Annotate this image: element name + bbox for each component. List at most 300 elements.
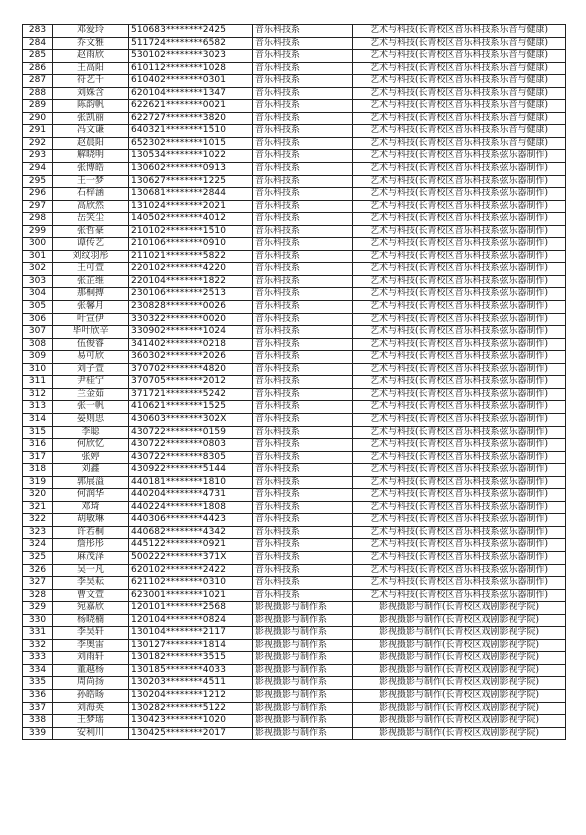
id-number-cell: 622727********3820 — [129, 112, 253, 125]
name-cell: 张婷 — [53, 451, 129, 464]
row-number-cell: 315 — [23, 426, 53, 439]
department-cell: 影视摄影与制作系 — [253, 677, 353, 690]
name-cell: 伍俊睿 — [53, 338, 129, 351]
row-number-cell: 294 — [23, 163, 53, 176]
name-cell: 王一梦 — [53, 175, 129, 188]
row-number-cell: 321 — [23, 501, 53, 514]
name-cell: 胡敏琳 — [53, 514, 129, 527]
department-cell: 音乐科技系 — [253, 388, 353, 401]
major-cell: 艺术与科技(长青校区音乐科技系乐音与健康) — [353, 37, 566, 50]
id-number-cell: 610402********0301 — [129, 75, 253, 88]
department-cell: 音乐科技系 — [253, 326, 353, 339]
name-cell: 刘鑫 — [53, 464, 129, 477]
name-cell: 张凯丽 — [53, 112, 129, 125]
id-number-cell: 130185********4033 — [129, 664, 253, 677]
name-cell: 周尚扬 — [53, 677, 129, 690]
major-cell: 艺术与科技(长青校区音乐科技系弦乐器制作) — [353, 476, 566, 489]
major-cell: 影视摄影与制作(长青校区戏剧影视学院) — [353, 652, 566, 665]
table-row — [23, 551, 566, 564]
name-cell: 孙皓旸 — [53, 689, 129, 702]
row-number-cell: 291 — [23, 125, 53, 138]
table-row — [23, 689, 566, 702]
id-number-cell: 360302********2026 — [129, 351, 253, 364]
id-number-cell: 341402********0218 — [129, 338, 253, 351]
major-cell: 影视摄影与制作(长青校区戏剧影视学院) — [353, 715, 566, 728]
major-cell: 影视摄影与制作(长青校区戏剧影视学院) — [353, 614, 566, 627]
major-cell: 影视摄影与制作(长青校区戏剧影视学院) — [353, 602, 566, 615]
department-cell: 音乐科技系 — [253, 213, 353, 226]
row-number-cell: 318 — [23, 464, 53, 477]
name-cell: 尹桂宁 — [53, 376, 129, 389]
row-number-cell: 303 — [23, 275, 53, 288]
table-row — [23, 589, 566, 602]
table-row — [23, 326, 566, 339]
major-cell: 艺术与科技(长青校区音乐科技系弦乐器制作) — [353, 225, 566, 238]
table-row — [23, 200, 566, 213]
name-cell: 兰金茹 — [53, 388, 129, 401]
row-number-cell: 336 — [23, 689, 53, 702]
major-cell: 艺术与科技(长青校区音乐科技系乐音与健康) — [353, 87, 566, 100]
table-row — [23, 413, 566, 426]
department-cell: 音乐科技系 — [253, 175, 353, 188]
name-cell: 刘子萱 — [53, 363, 129, 376]
row-number-cell: 324 — [23, 539, 53, 552]
row-number-cell: 311 — [23, 376, 53, 389]
id-number-cell: 640321********1510 — [129, 125, 253, 138]
department-cell: 影视摄影与制作系 — [253, 727, 353, 740]
id-number-cell: 500222********371X — [129, 551, 253, 564]
major-cell: 艺术与科技(长青校区音乐科技系乐音与健康) — [353, 25, 566, 38]
table-row — [23, 526, 566, 539]
table-row — [23, 25, 566, 38]
id-number-cell: 130534********1022 — [129, 150, 253, 163]
name-cell: 赵雨欣 — [53, 50, 129, 63]
department-cell: 音乐科技系 — [253, 363, 353, 376]
major-cell: 艺术与科技(长青校区音乐科技系弦乐器制作) — [353, 439, 566, 452]
name-cell: 董越杨 — [53, 664, 129, 677]
id-number-cell: 120101********2568 — [129, 602, 253, 615]
row-number-cell: 301 — [23, 250, 53, 263]
table-row — [23, 489, 566, 502]
major-cell: 艺术与科技(长青校区音乐科技系弦乐器制作) — [353, 564, 566, 577]
major-cell: 艺术与科技(长青校区音乐科技系弦乐器制作) — [353, 363, 566, 376]
department-cell: 音乐科技系 — [253, 577, 353, 590]
id-number-cell: 330322********0020 — [129, 313, 253, 326]
department-cell: 音乐科技系 — [253, 376, 353, 389]
table-row — [23, 639, 566, 652]
name-cell: 张芷维 — [53, 275, 129, 288]
name-cell: 宛嘉欣 — [53, 602, 129, 615]
name-cell: 陈韵帆 — [53, 100, 129, 113]
major-cell: 艺术与科技(长青校区音乐科技系乐音与健康) — [353, 100, 566, 113]
table-row — [23, 652, 566, 665]
row-number-cell: 300 — [23, 238, 53, 251]
major-cell: 艺术与科技(长青校区音乐科技系弦乐器制作) — [353, 238, 566, 251]
id-number-cell: 370702********4820 — [129, 363, 253, 376]
department-cell: 音乐科技系 — [253, 125, 353, 138]
department-cell: 影视摄影与制作系 — [253, 664, 353, 677]
department-cell: 音乐科技系 — [253, 112, 353, 125]
major-cell: 艺术与科技(长青校区音乐科技系弦乐器制作) — [353, 175, 566, 188]
row-number-cell: 325 — [23, 551, 53, 564]
student-list-table — [22, 24, 566, 740]
row-number-cell: 308 — [23, 338, 53, 351]
department-cell: 音乐科技系 — [253, 37, 353, 50]
department-cell: 影视摄影与制作系 — [253, 702, 353, 715]
major-cell: 影视摄影与制作(长青校区戏剧影视学院) — [353, 689, 566, 702]
name-cell: 李奥雷 — [53, 639, 129, 652]
major-cell: 艺术与科技(长青校区音乐科技系弦乐器制作) — [353, 589, 566, 602]
name-cell: 叶宣伊 — [53, 313, 129, 326]
row-number-cell: 290 — [23, 112, 53, 125]
name-cell: 赵晨阳 — [53, 137, 129, 150]
row-number-cell: 323 — [23, 526, 53, 539]
name-cell: 乔文雅 — [53, 37, 129, 50]
id-number-cell: 211021********5822 — [129, 250, 253, 263]
table-row — [23, 150, 566, 163]
table-row — [23, 376, 566, 389]
row-number-cell: 283 — [23, 25, 53, 38]
table-row — [23, 564, 566, 577]
table-row — [23, 313, 566, 326]
row-number-cell: 295 — [23, 175, 53, 188]
id-number-cell: 130425********2017 — [129, 727, 253, 740]
department-cell: 音乐科技系 — [253, 451, 353, 464]
table-row — [23, 426, 566, 439]
department-cell: 音乐科技系 — [253, 150, 353, 163]
id-number-cell: 623001********1021 — [129, 589, 253, 602]
department-cell: 音乐科技系 — [253, 413, 353, 426]
department-cell: 影视摄影与制作系 — [253, 652, 353, 665]
department-cell: 音乐科技系 — [253, 200, 353, 213]
name-cell: 刘海英 — [53, 702, 129, 715]
id-number-cell: 430922********5144 — [129, 464, 253, 477]
id-number-cell: 440224********1808 — [129, 501, 253, 514]
row-number-cell: 307 — [23, 326, 53, 339]
row-number-cell: 326 — [23, 564, 53, 577]
row-number-cell: 310 — [23, 363, 53, 376]
department-cell: 音乐科技系 — [253, 137, 353, 150]
major-cell: 艺术与科技(长青校区音乐科技系弦乐器制作) — [353, 413, 566, 426]
row-number-cell: 327 — [23, 577, 53, 590]
name-cell: 麻茂泽 — [53, 551, 129, 564]
row-number-cell: 304 — [23, 288, 53, 301]
id-number-cell: 140502********4012 — [129, 213, 253, 226]
table-row — [23, 37, 566, 50]
id-number-cell: 440204********4731 — [129, 489, 253, 502]
row-number-cell: 286 — [23, 62, 53, 75]
department-cell: 音乐科技系 — [253, 62, 353, 75]
row-number-cell: 288 — [23, 87, 53, 100]
row-number-cell: 317 — [23, 451, 53, 464]
row-number-cell: 339 — [23, 727, 53, 740]
row-number-cell: 320 — [23, 489, 53, 502]
name-cell: 解晓明 — [53, 150, 129, 163]
name-cell: 张一帆 — [53, 401, 129, 414]
major-cell: 艺术与科技(长青校区音乐科技系弦乐器制作) — [353, 200, 566, 213]
major-cell: 艺术与科技(长青校区音乐科技系乐音与健康) — [353, 112, 566, 125]
table-row — [23, 213, 566, 226]
row-number-cell: 331 — [23, 627, 53, 640]
id-number-cell: 440181********1810 — [129, 476, 253, 489]
department-cell: 音乐科技系 — [253, 514, 353, 527]
id-number-cell: 621102********0310 — [129, 577, 253, 590]
department-cell: 音乐科技系 — [253, 551, 353, 564]
department-cell: 音乐科技系 — [253, 426, 353, 439]
row-number-cell: 297 — [23, 200, 53, 213]
department-cell: 音乐科技系 — [253, 338, 353, 351]
table-row — [23, 464, 566, 477]
major-cell: 艺术与科技(长青校区音乐科技系乐音与健康) — [353, 75, 566, 88]
table-row — [23, 87, 566, 100]
id-number-cell: 130627********1225 — [129, 175, 253, 188]
major-cell: 艺术与科技(长青校区音乐科技系弦乐器制作) — [353, 501, 566, 514]
name-cell: 张馨月 — [53, 301, 129, 314]
id-number-cell: 130203********4511 — [129, 677, 253, 690]
id-number-cell: 130602********0913 — [129, 163, 253, 176]
table-row — [23, 62, 566, 75]
name-cell: 岳笑尘 — [53, 213, 129, 226]
department-cell: 音乐科技系 — [253, 87, 353, 100]
name-cell: 刘姝含 — [53, 87, 129, 100]
table-row — [23, 602, 566, 615]
id-number-cell: 652302********1015 — [129, 137, 253, 150]
table-row — [23, 163, 566, 176]
department-cell: 音乐科技系 — [253, 476, 353, 489]
row-number-cell: 289 — [23, 100, 53, 113]
name-cell: 那桐搏 — [53, 288, 129, 301]
table-row — [23, 275, 566, 288]
major-cell: 影视摄影与制作(长青校区戏剧影视学院) — [353, 677, 566, 690]
id-number-cell: 530102********3023 — [129, 50, 253, 63]
id-number-cell: 210106********0910 — [129, 238, 253, 251]
major-cell: 艺术与科技(长青校区音乐科技系弦乐器制作) — [353, 338, 566, 351]
table-row — [23, 664, 566, 677]
id-number-cell: 131024********2021 — [129, 200, 253, 213]
id-number-cell: 220102********4220 — [129, 263, 253, 276]
id-number-cell: 370705********2012 — [129, 376, 253, 389]
major-cell: 艺术与科技(长青校区音乐科技系弦乐器制作) — [353, 313, 566, 326]
table-row — [23, 338, 566, 351]
table-row — [23, 188, 566, 201]
major-cell: 影视摄影与制作(长青校区戏剧影视学院) — [353, 639, 566, 652]
department-cell: 音乐科技系 — [253, 288, 353, 301]
id-number-cell: 610112********1028 — [129, 62, 253, 75]
department-cell: 音乐科技系 — [253, 100, 353, 113]
department-cell: 音乐科技系 — [253, 539, 353, 552]
id-number-cell: 210102********1510 — [129, 225, 253, 238]
name-cell: 李聪 — [53, 426, 129, 439]
table-row — [23, 125, 566, 138]
department-cell: 音乐科技系 — [253, 25, 353, 38]
row-number-cell: 333 — [23, 652, 53, 665]
id-number-cell: 130104********2117 — [129, 627, 253, 640]
table-row — [23, 238, 566, 251]
table-row — [23, 100, 566, 113]
row-number-cell: 322 — [23, 514, 53, 527]
name-cell: 王可萱 — [53, 263, 129, 276]
name-cell: 高欣然 — [53, 200, 129, 213]
id-number-cell: 430722********8305 — [129, 451, 253, 464]
department-cell: 音乐科技系 — [253, 163, 353, 176]
id-number-cell: 371721********5242 — [129, 388, 253, 401]
department-cell: 音乐科技系 — [253, 526, 353, 539]
major-cell: 影视摄影与制作(长青校区戏剧影视学院) — [353, 702, 566, 715]
department-cell: 音乐科技系 — [253, 275, 353, 288]
id-number-cell: 120104********0824 — [129, 614, 253, 627]
table-row — [23, 702, 566, 715]
table-row — [23, 263, 566, 276]
major-cell: 艺术与科技(长青校区音乐科技系弦乐器制作) — [353, 539, 566, 552]
name-cell: 毕叶欣辛 — [53, 326, 129, 339]
department-cell: 影视摄影与制作系 — [253, 639, 353, 652]
name-cell: 晏则思 — [53, 413, 129, 426]
id-number-cell: 622621********0021 — [129, 100, 253, 113]
row-number-cell: 306 — [23, 313, 53, 326]
id-number-cell: 130423********1020 — [129, 715, 253, 728]
major-cell: 艺术与科技(长青校区音乐科技系弦乐器制作) — [353, 213, 566, 226]
row-number-cell: 293 — [23, 150, 53, 163]
id-number-cell: 430722********0159 — [129, 426, 253, 439]
major-cell: 艺术与科技(长青校区音乐科技系弦乐器制作) — [353, 514, 566, 527]
major-cell: 艺术与科技(长青校区音乐科技系弦乐器制作) — [353, 188, 566, 201]
row-number-cell: 302 — [23, 263, 53, 276]
table-row — [23, 677, 566, 690]
row-number-cell: 313 — [23, 401, 53, 414]
department-cell: 音乐科技系 — [253, 301, 353, 314]
department-cell: 音乐科技系 — [253, 564, 353, 577]
id-number-cell: 620102********2422 — [129, 564, 253, 577]
name-cell: 曹文萱 — [53, 589, 129, 602]
row-number-cell: 332 — [23, 639, 53, 652]
department-cell: 音乐科技系 — [253, 263, 353, 276]
department-cell: 音乐科技系 — [253, 313, 353, 326]
major-cell: 艺术与科技(长青校区音乐科技系弦乐器制作) — [353, 250, 566, 263]
name-cell: 邓琦 — [53, 501, 129, 514]
department-cell: 音乐科技系 — [253, 75, 353, 88]
major-cell: 艺术与科技(长青校区音乐科技系乐音与健康) — [353, 62, 566, 75]
row-number-cell: 319 — [23, 476, 53, 489]
name-cell: 何润华 — [53, 489, 129, 502]
name-cell: 张哲豪 — [53, 225, 129, 238]
row-number-cell: 334 — [23, 664, 53, 677]
table-row — [23, 627, 566, 640]
row-number-cell: 299 — [23, 225, 53, 238]
major-cell: 艺术与科技(长青校区音乐科技系乐音与健康) — [353, 50, 566, 63]
major-cell: 艺术与科技(长青校区音乐科技系弦乐器制作) — [353, 401, 566, 414]
name-cell: 刘雨轩 — [53, 652, 129, 665]
id-number-cell: 620104********1347 — [129, 87, 253, 100]
name-cell: 吴一凡 — [53, 564, 129, 577]
table-row — [23, 451, 566, 464]
major-cell: 艺术与科技(长青校区音乐科技系弦乐器制作) — [353, 388, 566, 401]
department-cell: 音乐科技系 — [253, 439, 353, 452]
major-cell: 艺术与科技(长青校区音乐科技系乐音与健康) — [353, 137, 566, 150]
name-cell: 安利川 — [53, 727, 129, 740]
table-row — [23, 175, 566, 188]
major-cell: 艺术与科技(长青校区音乐科技系弦乐器制作) — [353, 577, 566, 590]
major-cell: 艺术与科技(长青校区音乐科技系弦乐器制作) — [353, 288, 566, 301]
major-cell: 艺术与科技(长青校区音乐科技系弦乐器制作) — [353, 275, 566, 288]
table-row — [23, 539, 566, 552]
table-row — [23, 225, 566, 238]
department-cell: 音乐科技系 — [253, 464, 353, 477]
major-cell: 艺术与科技(长青校区音乐科技系弦乐器制作) — [353, 464, 566, 477]
major-cell: 艺术与科技(长青校区音乐科技系弦乐器制作) — [353, 489, 566, 502]
name-cell: 张博皓 — [53, 163, 129, 176]
major-cell: 艺术与科技(长青校区音乐科技系乐音与健康) — [353, 125, 566, 138]
table-row — [23, 301, 566, 314]
table-row — [23, 514, 566, 527]
department-cell: 音乐科技系 — [253, 501, 353, 514]
table-row — [23, 476, 566, 489]
table-row — [23, 363, 566, 376]
id-number-cell: 130681********2844 — [129, 188, 253, 201]
table-row — [23, 75, 566, 88]
row-number-cell: 298 — [23, 213, 53, 226]
name-cell: 符艺千 — [53, 75, 129, 88]
department-cell: 音乐科技系 — [253, 351, 353, 364]
table-row — [23, 288, 566, 301]
department-cell: 影视摄影与制作系 — [253, 602, 353, 615]
major-cell: 艺术与科技(长青校区音乐科技系弦乐器制作) — [353, 526, 566, 539]
major-cell: 影视摄影与制作(长青校区戏剧影视学院) — [353, 627, 566, 640]
row-number-cell: 305 — [23, 301, 53, 314]
row-number-cell: 314 — [23, 413, 53, 426]
department-cell: 影视摄影与制作系 — [253, 614, 353, 627]
name-cell: 石梓涵 — [53, 188, 129, 201]
table-row — [23, 715, 566, 728]
name-cell: 何欣忆 — [53, 439, 129, 452]
id-number-cell: 130204********1212 — [129, 689, 253, 702]
name-cell: 易可欣 — [53, 351, 129, 364]
row-number-cell: 330 — [23, 614, 53, 627]
table-row — [23, 401, 566, 414]
row-number-cell: 309 — [23, 351, 53, 364]
id-number-cell: 430722********0803 — [129, 439, 253, 452]
table-body — [23, 25, 566, 740]
department-cell: 音乐科技系 — [253, 50, 353, 63]
major-cell: 艺术与科技(长青校区音乐科技系弦乐器制作) — [353, 351, 566, 364]
table-row — [23, 137, 566, 150]
major-cell: 艺术与科技(长青校区音乐科技系弦乐器制作) — [353, 376, 566, 389]
major-cell: 艺术与科技(长青校区音乐科技系弦乐器制作) — [353, 263, 566, 276]
id-number-cell: 440306********4423 — [129, 514, 253, 527]
name-cell: 郭展溢 — [53, 476, 129, 489]
name-cell: 许若桐 — [53, 526, 129, 539]
department-cell: 音乐科技系 — [253, 225, 353, 238]
table-row — [23, 614, 566, 627]
row-number-cell: 337 — [23, 702, 53, 715]
department-cell: 音乐科技系 — [253, 238, 353, 251]
id-number-cell: 445122********0921 — [129, 539, 253, 552]
department-cell: 音乐科技系 — [253, 489, 353, 502]
name-cell: 杨晓楠 — [53, 614, 129, 627]
name-cell: 李昊轩 — [53, 627, 129, 640]
table-row — [23, 250, 566, 263]
table-row — [23, 501, 566, 514]
row-number-cell: 285 — [23, 50, 53, 63]
id-number-cell: 330902********1024 — [129, 326, 253, 339]
name-cell: 刘纹羽彤 — [53, 250, 129, 263]
department-cell: 影视摄影与制作系 — [253, 715, 353, 728]
department-cell: 影视摄影与制作系 — [253, 627, 353, 640]
name-cell: 李昊耘 — [53, 577, 129, 590]
major-cell: 艺术与科技(长青校区音乐科技系弦乐器制作) — [353, 163, 566, 176]
department-cell: 音乐科技系 — [253, 250, 353, 263]
name-cell: 詹彤彤 — [53, 539, 129, 552]
id-number-cell: 230828********0026 — [129, 301, 253, 314]
